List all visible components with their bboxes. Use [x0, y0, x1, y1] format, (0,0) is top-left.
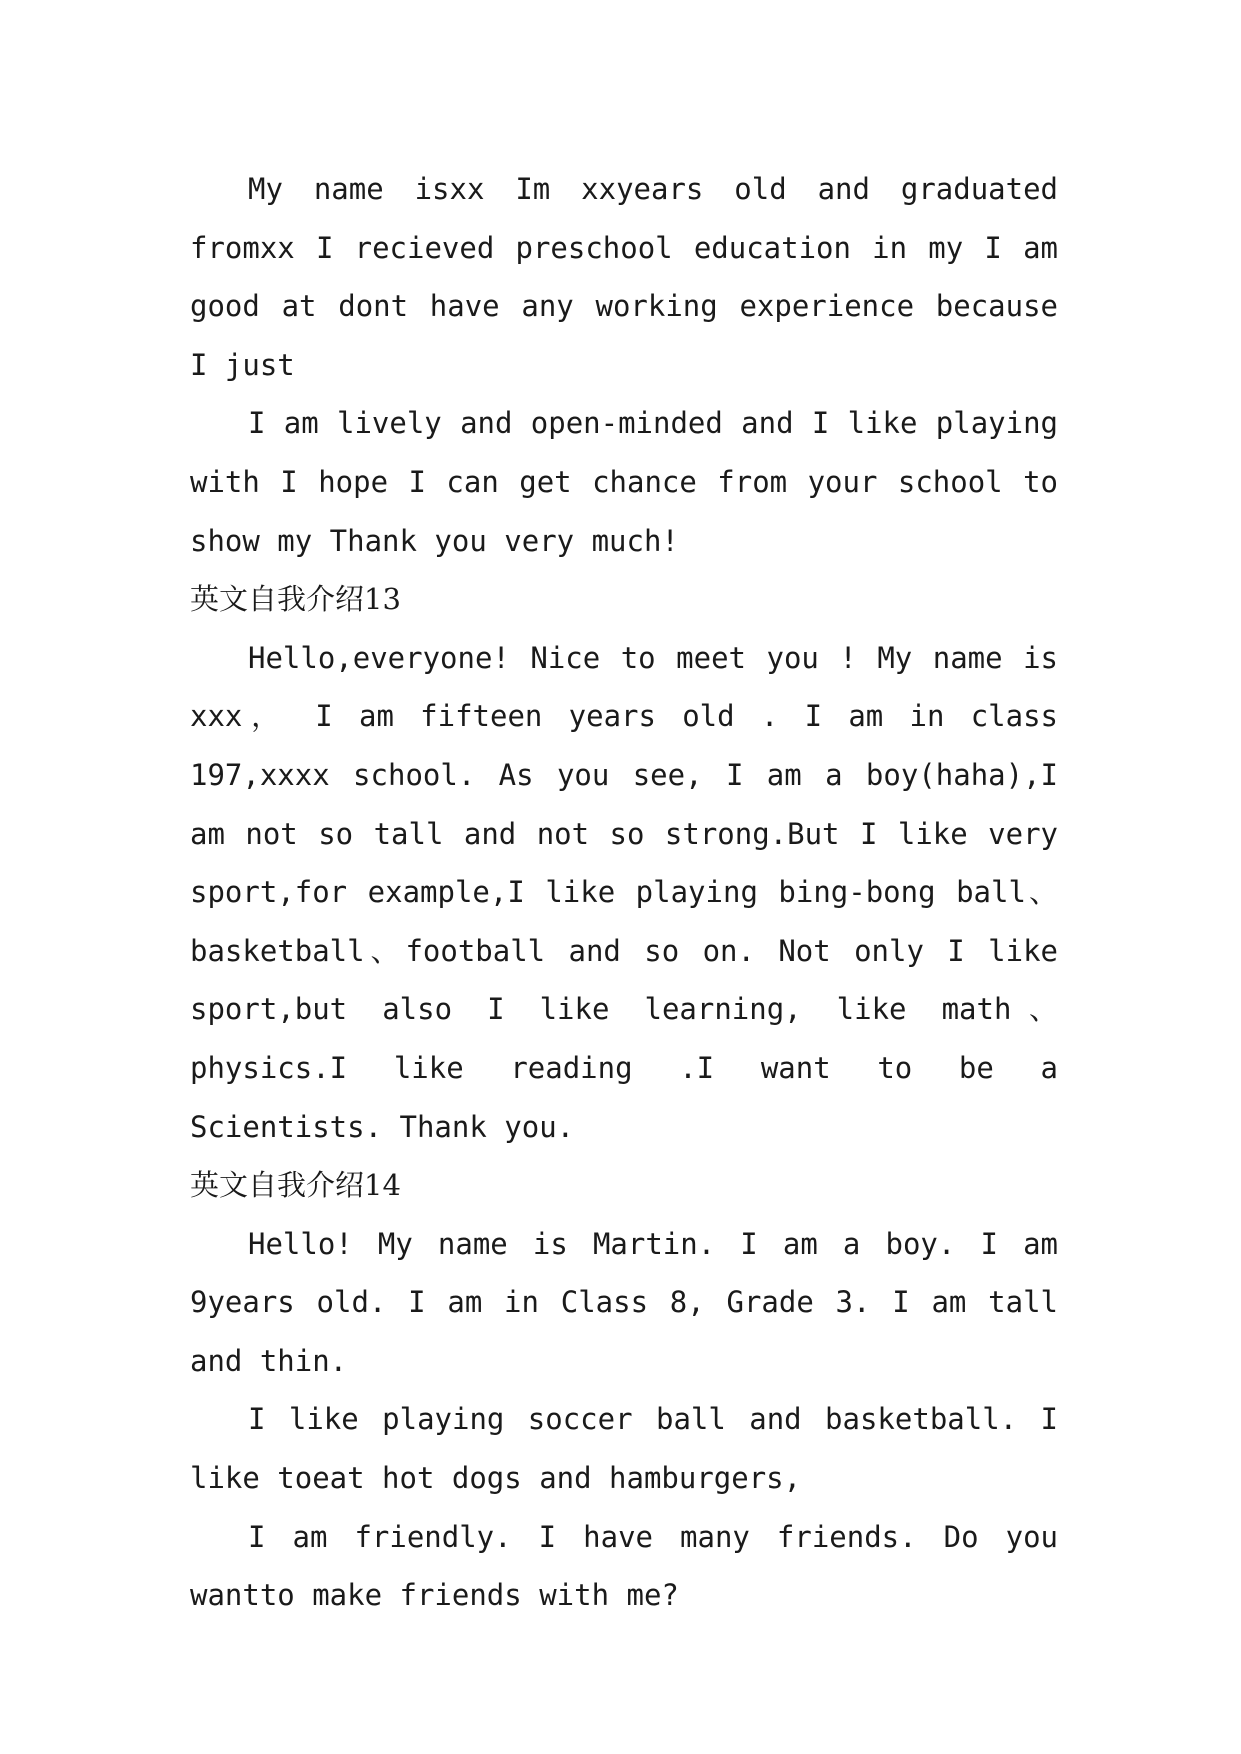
section-13-paragraph-1: Hello,everyone! Nice to meet you ! My name is xxx， I am fifteen years old . I am in class 197,xxxx school. As you see, I am a boy(haha),I am not so tall and not so strong.But I like very sport,for example,I like playing bing-bong ball、basketball、football and so on. Not only I like sport,but also I like learning, like math、physics.I like reading .I want to be a Scientists. Thank you.	[190, 640, 1058, 1144]
document-body	[190, 160, 1058, 1625]
intro-paragraph-2: I am lively and open-minded and I like playing with I hope I can get chance from your school to show my Thank you very much!	[190, 406, 1058, 558]
section-14-paragraph-3: I am friendly. I have many friends. Do you wantto make friends with me?	[190, 1519, 1058, 1613]
section-14-paragraph-1: Hello! My name is Martin. I am a boy. I am 9years old. I am in Class 8, Grade 3. I am tall and thin.	[190, 1226, 1058, 1378]
section-heading-14: 英文自我介绍14	[190, 1168, 401, 1203]
section-heading-13: 英文自我介绍13	[190, 582, 401, 617]
section-14-paragraph-2: I like playing soccer ball and basketball. I like toeat hot dogs and hamburgers,	[190, 1402, 1058, 1496]
intro-paragraph-1: My name isxx Im xxyears old and graduated fromxx I recieved preschool education in my I am good at dont have any working experience because I just	[190, 172, 1058, 382]
